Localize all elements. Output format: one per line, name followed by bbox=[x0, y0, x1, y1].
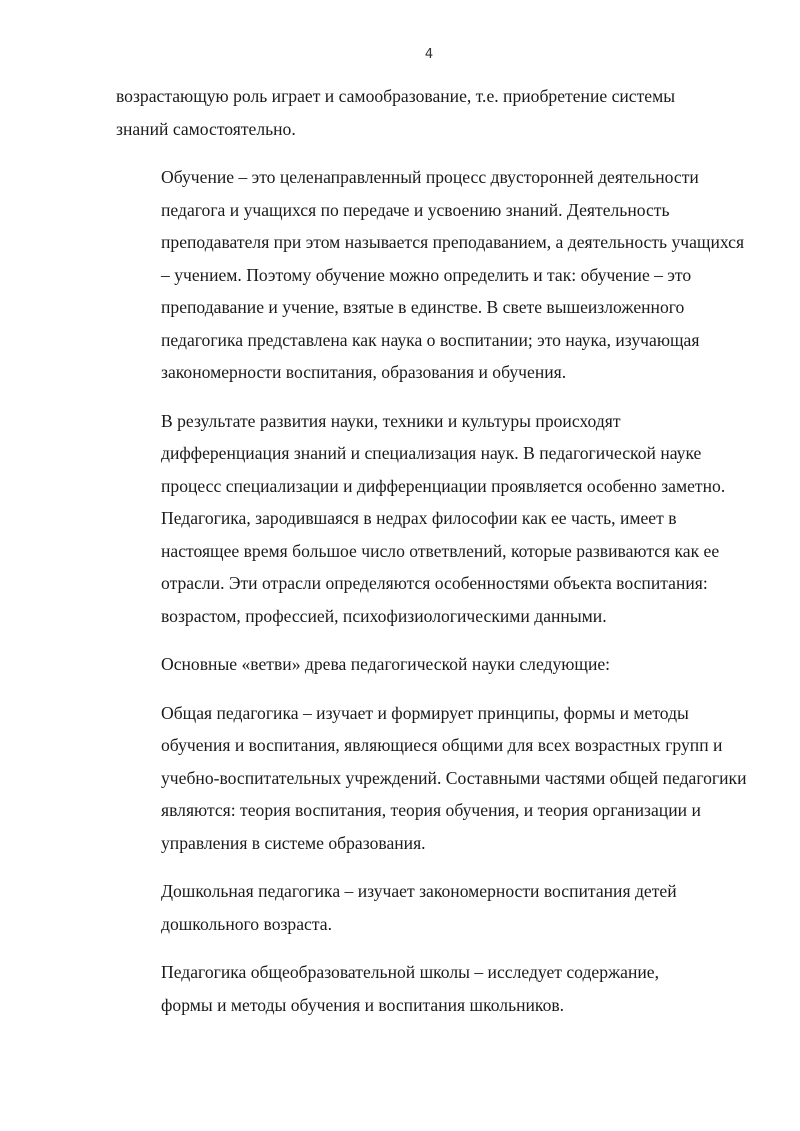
text-line: отрасли. Эти отрасли определяются особенностями объекта воспитания: bbox=[161, 573, 708, 593]
text-line: преподавание и учение, взятые в единстве. В свете вышеизложенного bbox=[161, 297, 685, 317]
text-line: педагога и учащихся по передаче и усвоению знаний. Деятельность bbox=[161, 199, 670, 220]
text-line: Обучение – это целенаправленный процесс двусторонней деятельности bbox=[161, 167, 699, 187]
text-line: Основные «ветви» древа педагогической науки следующие: bbox=[161, 654, 611, 674]
paragraph bbox=[116, 697, 746, 860]
text-line: формы и методы обучения и воспитания школьников. bbox=[161, 994, 565, 1015]
text-line: дошкольного возраста. bbox=[161, 913, 332, 934]
text-line: возрастом, профессией, психофизиологическими данными. bbox=[161, 605, 607, 626]
text-line: Педагогика общеобразовательной школы – исследует содержание, bbox=[161, 962, 660, 982]
text-line: обучения и воспитания, являющиеся общими для всех возрастных групп и bbox=[161, 735, 723, 755]
text-line: закономерности воспитания, образования и обучения. bbox=[161, 362, 567, 382]
paragraph bbox=[116, 405, 746, 633]
paragraph bbox=[116, 875, 746, 940]
text-line: знаний самостоятельно. bbox=[116, 118, 296, 139]
text-line: управления в системе образования. bbox=[161, 832, 426, 853]
text-line: возрастающую роль играет и самообразование, т.е. приобретение системы bbox=[116, 86, 676, 106]
text-line: преподавателя при этом называется преподаванием, а деятельность учащихся bbox=[161, 232, 745, 252]
text-line: Общая педагогика – изучает и формирует принципы, формы и методы bbox=[161, 702, 689, 723]
paragraph bbox=[116, 648, 746, 681]
page-number: 4 bbox=[424, 47, 434, 62]
paragraph bbox=[116, 161, 746, 389]
text-line: – учением. Поэтому обучение можно определить и так: обучение – это bbox=[161, 264, 692, 285]
text-line: В результате развития науки, техники и культуры происходят bbox=[161, 410, 621, 431]
text-line: дифференциация знаний и специализация наук. В педагогической науке bbox=[161, 443, 702, 463]
text-line: процесс специализации и дифференциации проявляется особенно заметно. bbox=[161, 475, 726, 496]
text-line: Педагогика, зародившаяся в недрах философии как ее часть, имеет в bbox=[161, 508, 677, 528]
paragraph bbox=[116, 80, 746, 145]
paragraph bbox=[116, 956, 746, 1021]
text-line: педагогика представлена как наука о воспитании; это наука, изучающая bbox=[161, 329, 700, 350]
text-line: являются: теория воспитания, теория обучения, и теория организации и bbox=[161, 800, 701, 820]
text-line: Дошкольная педагогика – изучает закономерности воспитания детей bbox=[161, 881, 677, 901]
text-line: учебно-воспитательных учреждений. Составными частями общей педагогики bbox=[161, 767, 747, 788]
text-line: настоящее время большое число ответвлений, которые развиваются как ее bbox=[161, 540, 720, 561]
document-body bbox=[116, 80, 746, 1037]
